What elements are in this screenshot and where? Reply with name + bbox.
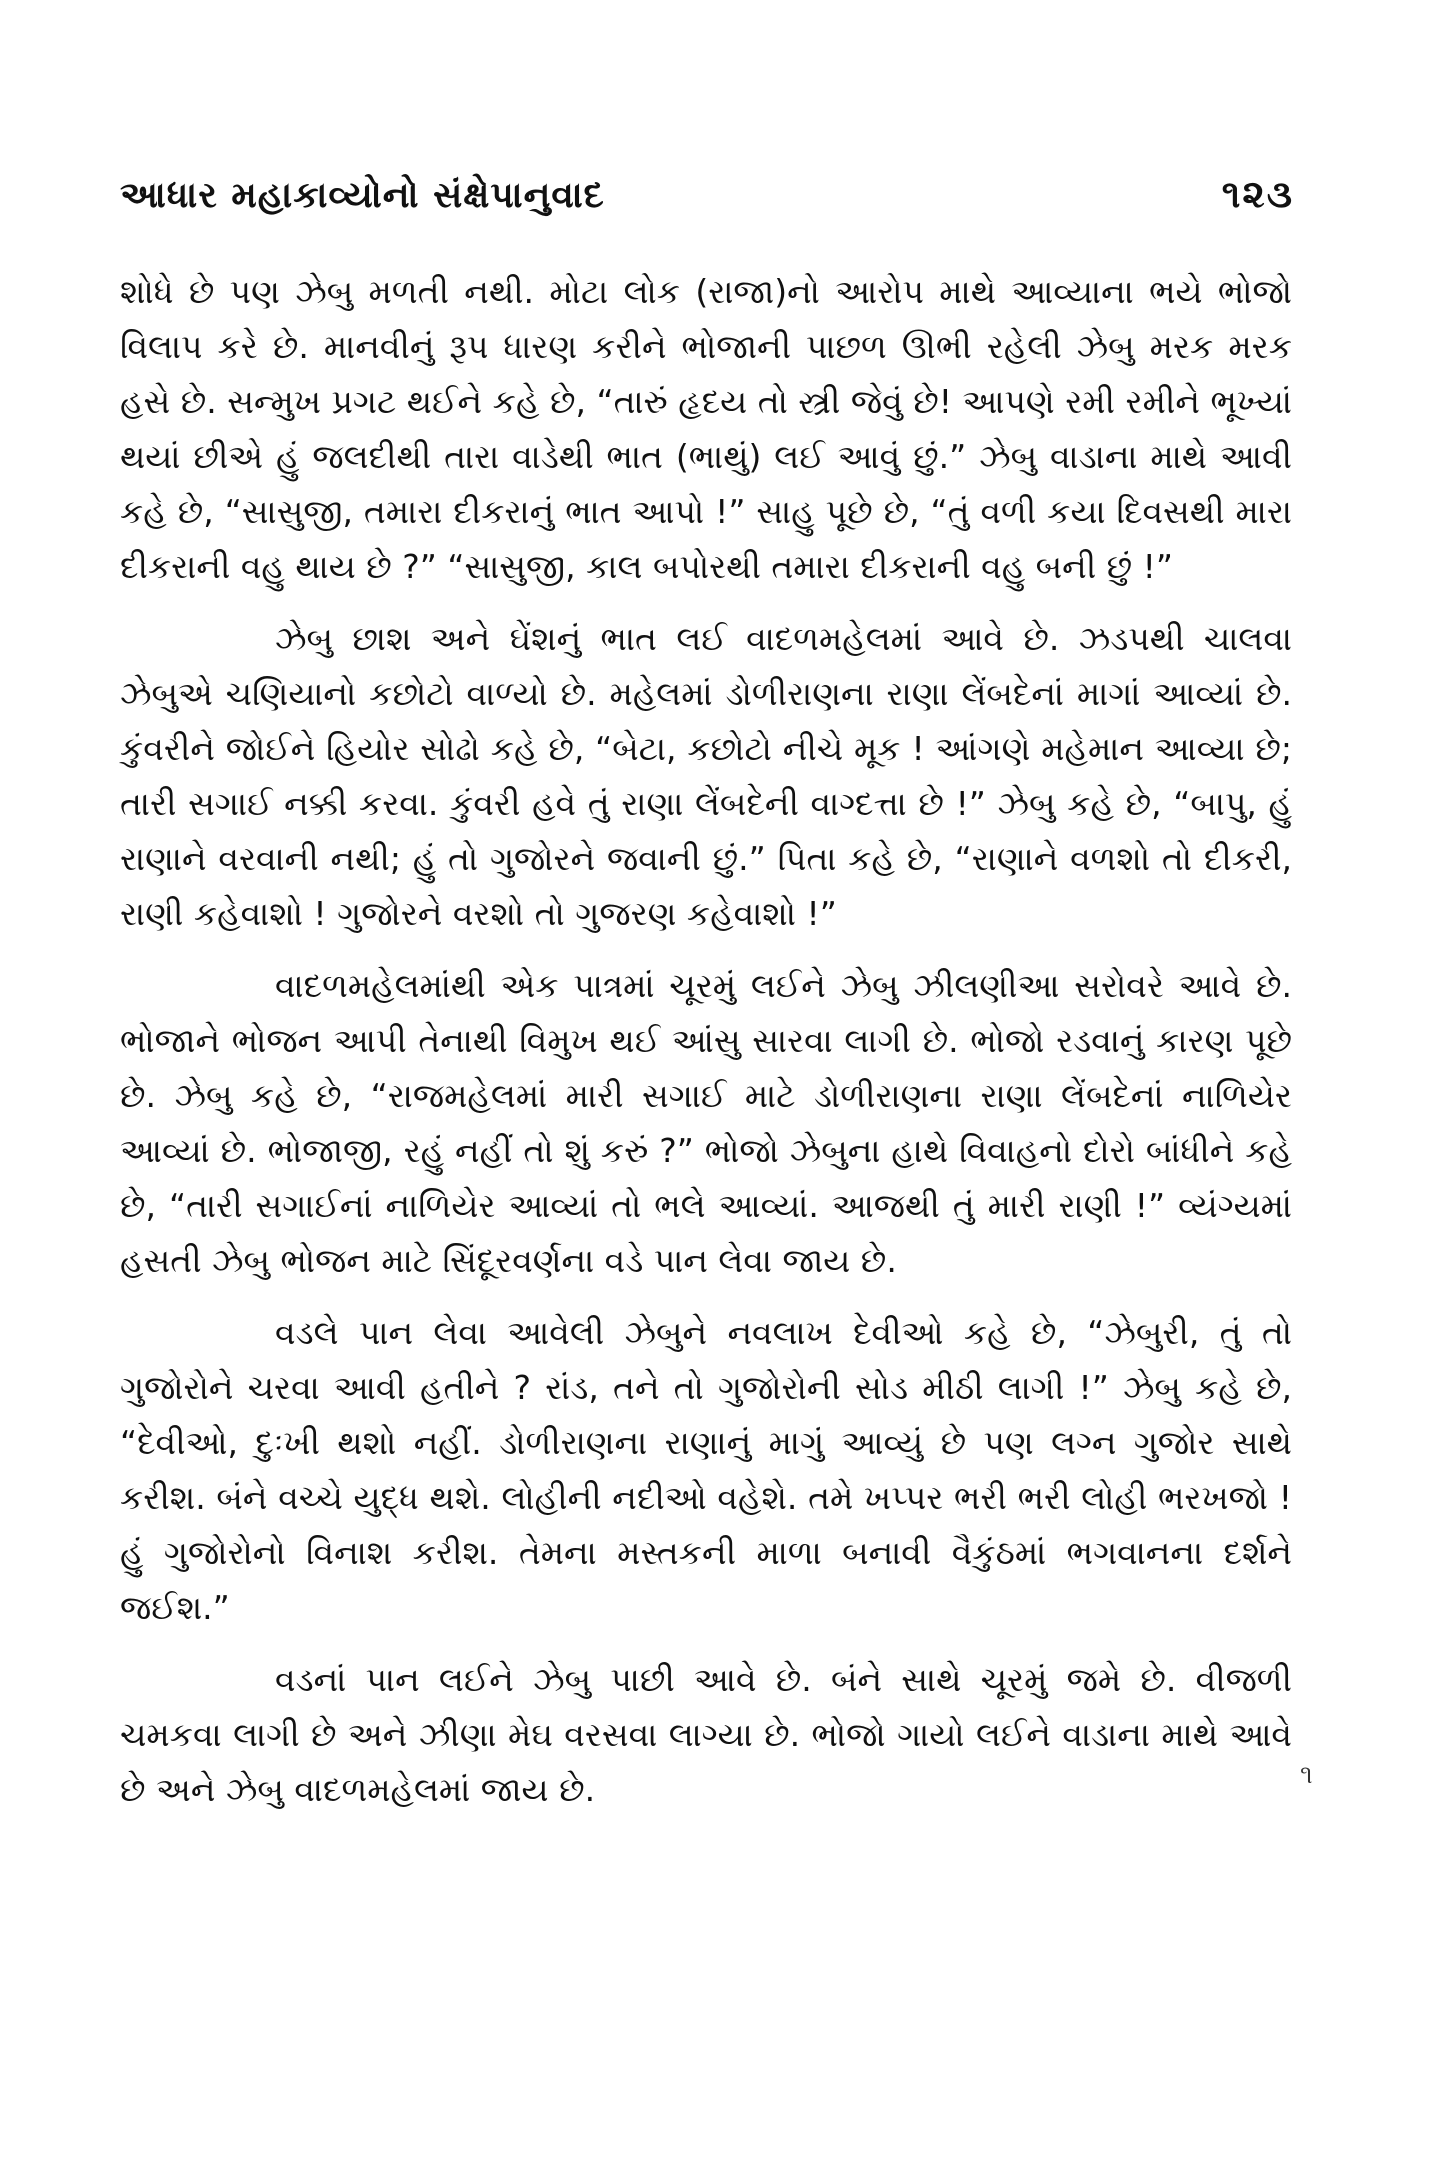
paragraph: વડલે પાન લેવા આવેલી ઝેબુને નવલાખ દેવીઓ કહે છે, “ઝેબુરી, તું તો ગુજોરોને ચરવા આવી હતીને ? રાંડ, તને તો ગુજોરોની સોડ મીઠી લાગી !” ઝેબુ કહે છે, “દેવીઓ, દુઃખી થશો નહીં. ડોળીરાણના રાણાનું માગું આવ્યું છે પણ લગ્ન ગુજોર સાથે કરીશ. બંને વચ્ચે યુદ્ધ થશે. લોહીની નદીઓ વહેશે. તમે ખપ્પર ભરી ભરી લોહી ભરખજો ! હું ગુજોરોનો વિનાશ કરીશ. તેમના મસ્તકની માળા બનાવી વૈકુંઠમાં ભગવાનના દર્શને જઈશ.” [120,1313,1292,1627]
page-number: ૧૨૩ [1221,172,1294,216]
page-header [120,172,1294,242]
paragraph: ઝેબુ છાશ અને ઘેંશનું ભાત લઈ વાદળમહેલમાં આવે છે. ઝડપથી ચાલવા ઝેબુએ ચણિયાનો કછોટો વાળ્યો છે. મહેલમાં ડોળીરાણના રાણા લેંબદેનાં માગાં આવ્યાં છે. કુંવરીને જોઈને હિયોર સોઢો કહે છે, “બેટા, કછોટો નીચે મૂક ! આંગણે મહેમાન આવ્યા છે; તારી સગાઈ નક્કી કરવા. કુંવરી હવે તું રાણા લેંબદેની વાગ્દત્તા છે !” ઝેબુ કહે છે, “બાપુ, હું રાણાને વરવાની નથી; હું તો ગુજોરને જવાની છું.” પિતા કહે છે, “રાણાને વળશો તો દીકરી, રાણી કહેવાશો ! ગુજોરને વરશો તો ગુજરણ કહેવાશો !” [120,619,1292,933]
body-text [120,264,1292,1834]
running-title: આધાર મહાકાવ્યોનો સંક્ષેપાનુવાદ [120,175,605,216]
paragraph: વડનાં પાન લઈને ઝેબુ પાછી આવે છે. બંને સાથે ચૂરમું જમે છે. વીજળી ચમકવા લાગી છે અને ઝીણા મેઘ વરસવા લાગ્યા છે. ભોજો ગાયો લઈને વાડાના માથે આવે છે અને ઝેબુ વાદળમહેલમાં જાય છે. [120,1660,1292,1809]
paragraph: વાદળમહેલમાંથી એક પાત્રમાં ચૂરમું લઈને ઝેબુ ઝીલણીઆ સરોવરે આવે છે. ભોજાને ભોજન આપી તેનાથી વિમુખ થઈ આંસુ સારવા લાગી છે. ભોજો રડવાનું કારણ પૂછે છે. ઝેબુ કહે છે, “રાજમહેલમાં મારી સગાઈ માટે ડોળીરાણના રાણા લેંબદેનાં નાળિયેર આવ્યાં છે. ભોજાજી, રહું નહીં તો શું કરું ?” ભોજો ઝેબુના હાથે વિવાહનો દોરો બાંધીને કહે છે, “તારી સગાઈનાં નાળિયેર આવ્યાં તો ભલે આવ્યાં. આજથી તું મારી રાણી !” વ્યંગ્યમાં હસતી ઝેબુ ભોજન માટે સિંદૂરવર્ણના વડે પાન લેવા જાય છે. [120,966,1292,1280]
margin-mark: ૧ [1300,1760,1313,1790]
paragraph: શોધે છે પણ ઝેબુ મળતી નથી. મોટા લોક (રાજા)નો આરોપ માથે આવ્યાના ભયે ભોજો વિલાપ કરે છે. માનવીનું રૂપ ધારણ કરીને ભોજાની પાછળ ઊભી રહેલી ઝેબુ મરક મરક હસે છે. સન્મુખ પ્રગટ થઈને કહે છે, “તારું હૃદય તો સ્ત્રી જેવું છે! આપણે રમી રમીને ભૂખ્યાં થયાં છીએ હું જલદીથી તારા વાડેથી ભાત (ભાથું) લઈ આવું છું.” ઝેબુ વાડાના માથે આવી કહે છે, “સાસુજી, તમારા દીકરાનું ભાત આપો !” સાહુ પૂછે છે, “તું વળી કયા દિવસથી મારા દીકરાની વહુ થાય છે ?” “સાસુજી, કાલ બપોરથી તમારા દીકરાની વહુ બની છું !” [120,272,1292,586]
